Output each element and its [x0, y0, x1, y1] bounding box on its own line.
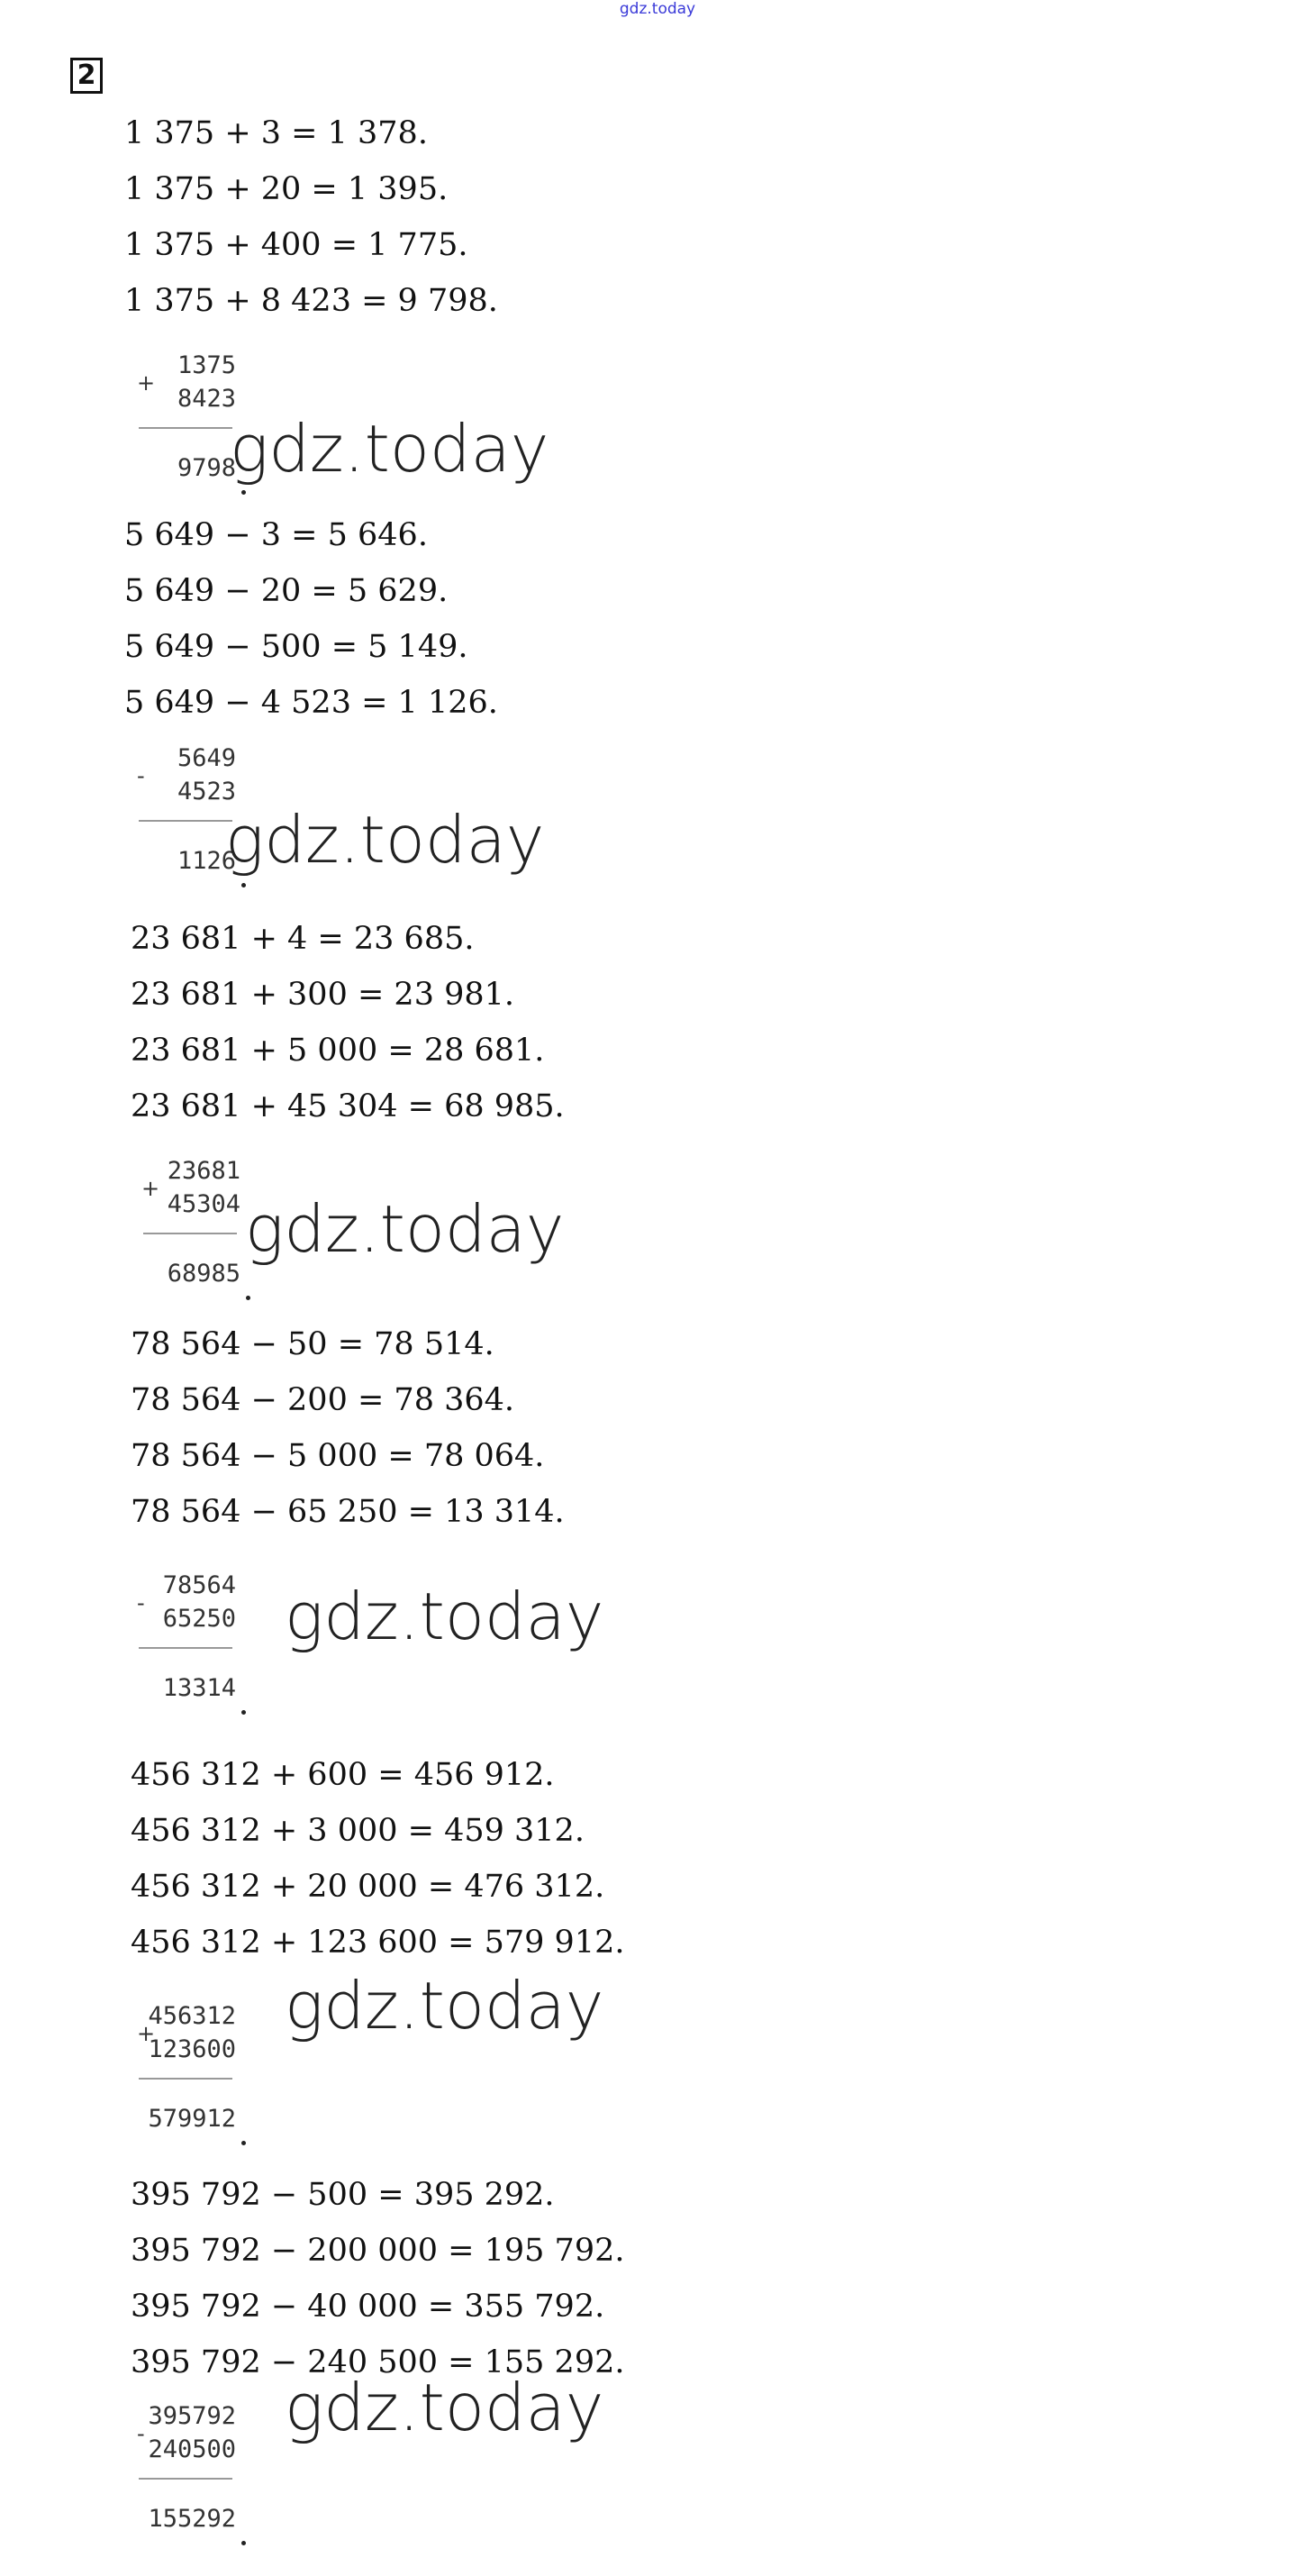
- result-divider: [139, 1647, 232, 1649]
- operation-sign: +: [141, 1176, 160, 1201]
- period-dot: [241, 883, 246, 887]
- equation-line: 23 681 + 300 = 23 981.: [131, 977, 515, 1013]
- equation-line: 23 681 + 45 304 = 68 985.: [131, 1088, 565, 1124]
- equation-line: 78 564 − 200 = 78 364.: [131, 1382, 515, 1418]
- equation-line: 1 375 + 20 = 1 395.: [124, 171, 449, 207]
- period-dot: [241, 2141, 246, 2145]
- equation-line: 1 375 + 8 423 = 9 798.: [124, 283, 498, 319]
- operand-bottom: 45304: [167, 1190, 240, 1218]
- equation-line: 23 681 + 4 = 23 685.: [131, 921, 475, 957]
- operand-bottom: 123600: [148, 2035, 236, 2063]
- operand-bottom: 4523: [177, 778, 236, 806]
- operand-top: 1375: [177, 351, 236, 379]
- equation-line: 78 564 − 65 250 = 13 314.: [131, 1494, 565, 1530]
- operand-top: 456312: [148, 2002, 236, 2030]
- equation-line: 78 564 − 50 = 78 514.: [131, 1326, 494, 1362]
- operation-sign: -: [137, 763, 145, 788]
- operation-sign: -: [137, 2421, 145, 2446]
- equation-line: 395 792 − 240 500 = 155 292.: [131, 2344, 625, 2380]
- equation-line: 5 649 − 500 = 5 149.: [124, 629, 468, 665]
- equation-line: 5 649 − 4 523 = 1 126.: [124, 685, 498, 721]
- period-dot: [246, 1296, 250, 1300]
- column-result: 579912: [148, 2105, 236, 2133]
- operation-sign: +: [137, 2021, 156, 2046]
- operand-bottom: 65250: [162, 1605, 236, 1633]
- operand-bottom: 8423: [177, 385, 236, 413]
- operand-bottom: 240500: [148, 2435, 236, 2463]
- operand-top: 23681: [167, 1157, 240, 1185]
- equation-line: 78 564 − 5 000 = 78 064.: [131, 1438, 545, 1474]
- column-result: 155292: [148, 2505, 236, 2533]
- watermark-text: gdz.today: [285, 1968, 604, 2044]
- operand-top: 395792: [148, 2402, 236, 2430]
- task-number: 2: [70, 58, 103, 94]
- watermark-text: gdz.today: [245, 1191, 565, 1267]
- operand-top: 5649: [177, 744, 236, 772]
- watermark-text: gdz.today: [285, 2370, 604, 2445]
- equation-line: 456 312 + 123 600 = 579 912.: [131, 1925, 625, 1961]
- equation-line: 1 375 + 400 = 1 775.: [124, 227, 468, 263]
- column-calculation: [126, 2402, 252, 2564]
- watermark-text: gdz.today: [230, 411, 549, 487]
- equation-line: 395 792 − 200 000 = 195 792.: [131, 2233, 625, 2269]
- equation-line: 456 312 + 20 000 = 476 312.: [131, 1869, 605, 1905]
- result-divider: [139, 2078, 232, 2080]
- result-divider: [139, 2478, 232, 2480]
- column-result: 1126: [177, 847, 236, 875]
- column-calculation: [126, 1571, 252, 1734]
- operation-sign: -: [137, 1590, 145, 1616]
- equation-line: 23 681 + 5 000 = 28 681.: [131, 1033, 545, 1069]
- equation-line: 1 375 + 3 = 1 378.: [124, 115, 428, 151]
- equation-line: 5 649 − 3 = 5 646.: [124, 517, 428, 553]
- equation-line: 5 649 − 20 = 5 629.: [124, 573, 449, 609]
- operation-sign: +: [137, 370, 156, 396]
- result-divider: [143, 1233, 237, 1234]
- equation-line: 456 312 + 600 = 456 912.: [131, 1757, 555, 1793]
- column-calculation: [131, 1157, 257, 1319]
- operand-top: 78564: [162, 1571, 236, 1599]
- equation-line: 395 792 − 40 000 = 355 792.: [131, 2289, 605, 2325]
- column-calculation: [126, 2002, 252, 2164]
- result-divider: [139, 820, 232, 822]
- period-dot: [241, 490, 246, 495]
- column-result: 13314: [162, 1674, 236, 1702]
- watermark-text: gdz.today: [225, 802, 545, 878]
- equation-line: 456 312 + 3 000 = 459 312.: [131, 1813, 585, 1849]
- result-divider: [139, 427, 232, 429]
- period-dot: [241, 1710, 246, 1715]
- site-header[interactable]: gdz.today: [619, 0, 696, 18]
- column-result: 68985: [167, 1260, 240, 1288]
- equation-line: 395 792 − 500 = 395 292.: [131, 2177, 555, 2213]
- watermark-text: gdz.today: [285, 1579, 604, 1654]
- period-dot: [241, 2541, 246, 2545]
- column-result: 9798: [177, 454, 236, 482]
